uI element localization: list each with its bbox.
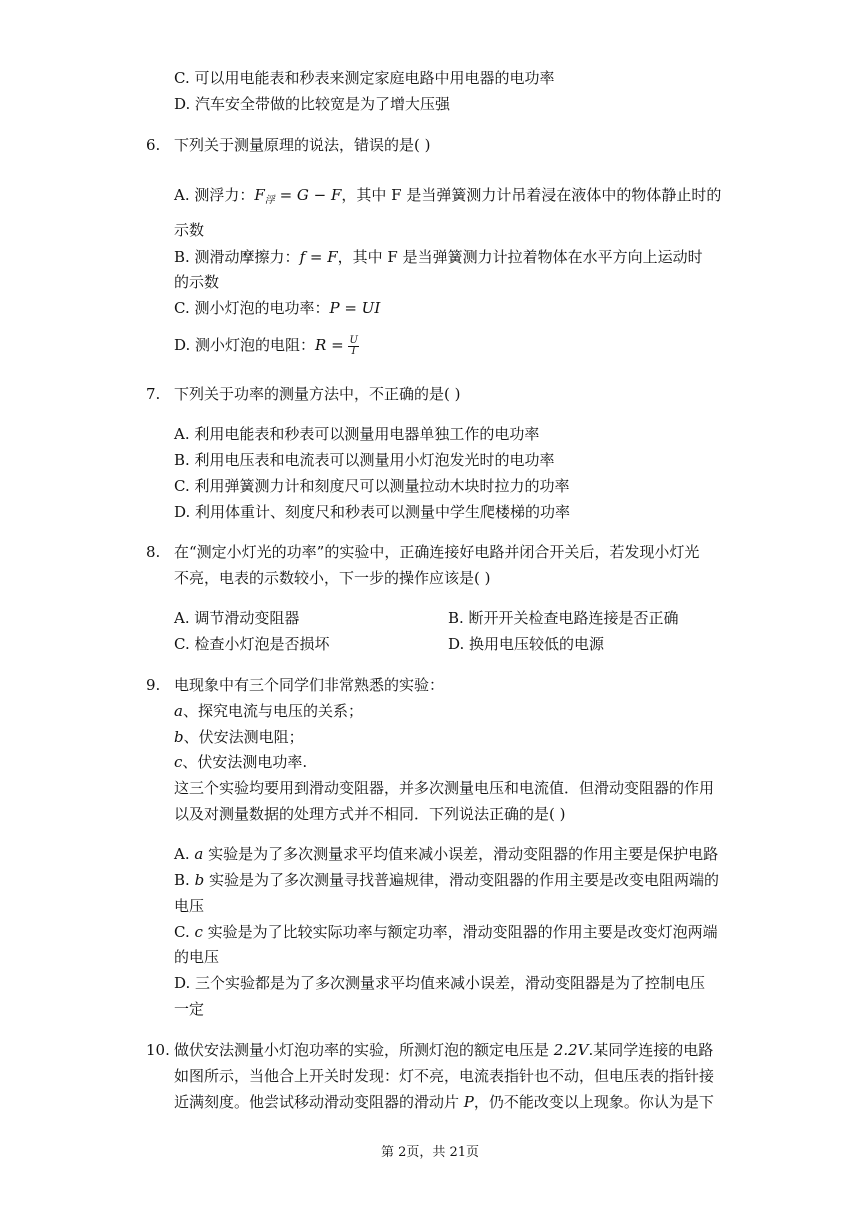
- q6-option-c: [174, 298, 380, 318]
- q8-number: 8.: [146, 543, 161, 561]
- q6-option-a-sub: 浮: [264, 195, 275, 206]
- q8-stem-line2: 不亮，电表的示数较小，下一步的操作应该是( ): [174, 569, 491, 587]
- q7-option-b: B. 利用电压表和电流表可以测量用小灯泡发光时的电功率: [174, 451, 555, 469]
- q5-option-c: C. 可以用电能表和秒表来测定家庭电路中用电器的电功率: [174, 69, 555, 87]
- q6-option-a: [174, 185, 721, 211]
- q9-option-a-text: 实验是为了多次测量求平均值来减小误差，滑动变阻器的作用主要是保护电路: [203, 845, 719, 863]
- q9-option-c-cont: 的电压: [174, 948, 220, 966]
- q9-stem-line2: 这三个实验均要用到滑动变阻器，并多次测量电压和电流值．但滑动变阻器的作用: [174, 779, 715, 797]
- q6-option-c-prefix: C. 测小灯泡的电功率：: [174, 299, 330, 317]
- q9-option-a-letter: a: [194, 845, 204, 863]
- q10-line1-a: 做伏安法测量小灯泡功率的实验，所测灯泡的额定电压是: [174, 1041, 554, 1059]
- q9-item-b-text: 、伏安法测电阻；: [183, 728, 304, 746]
- q9-option-b-cont: 电压: [174, 897, 205, 915]
- q6-option-d-eq: R =: [315, 336, 349, 354]
- q9-option-b-letter: b: [194, 871, 205, 889]
- q6-stem: 下列关于测量原理的说法，错误的是( ): [174, 136, 431, 154]
- q8-option-d: D. 换用电压较低的电源: [448, 635, 605, 653]
- q10-line1-b: .某同学连接的电路: [588, 1041, 714, 1059]
- q9-item-a-letter: a: [174, 702, 183, 720]
- q9-item-a: [174, 701, 363, 721]
- q9-option-d: D. 三个实验都是为了多次测量求平均值来减小误差，滑动变阻器是为了控制电压: [174, 974, 706, 992]
- q9-option-b-text: 实验是为了多次测量寻找普遍规律，滑动变阻器的作用主要是改变电阻两端的: [204, 871, 719, 889]
- q9-stem-line1: 电现象中有三个同学们非常熟悉的实验：: [174, 676, 445, 694]
- q9-option-c: [174, 922, 718, 942]
- q9-option-d-cont: 一定: [174, 1000, 205, 1018]
- q6-option-d-numerator: U: [349, 334, 358, 346]
- q9-option-c-prefix: C.: [174, 923, 195, 941]
- q9-item-c-text: 、伏安法测电功率.: [182, 753, 308, 771]
- q5-option-d: D. 汽车安全带做的比较宽是为了增大压强: [174, 95, 451, 113]
- q10-rated-voltage: 2.2V: [553, 1041, 589, 1059]
- q7-stem: 下列关于功率的测量方法中，不正确的是( ): [174, 385, 461, 403]
- q6-option-a-prefix: A. 测浮力：: [174, 186, 255, 204]
- q9-item-a-text: 、探究电流与电压的关系；: [182, 702, 363, 720]
- q9-number: 9.: [146, 676, 161, 694]
- q6-option-d-fraction: [348, 336, 358, 357]
- q7-number: 7.: [146, 385, 161, 403]
- q8-option-b: B. 断开开关检查电路连接是否正确: [448, 609, 679, 627]
- q9-item-b: [174, 727, 304, 747]
- q6-option-d: [174, 333, 359, 357]
- q10-line3-b: ，仍不能改变以上现象。你认为是下: [473, 1093, 714, 1111]
- q7-option-d: D. 利用体重计、刻度尺和秒表可以测量中学生爬楼梯的功率: [174, 503, 571, 521]
- q8-stem-line1: 在“测定小灯光的功率”的实验中，正确连接好电路并闭合开关后，若发现小灯光: [174, 543, 700, 561]
- q6-option-b-eq: f = F: [299, 248, 338, 266]
- q7-option-c: C. 利用弹簧测力计和刻度尺可以测量拉动木块时拉力的功率: [174, 477, 570, 495]
- q10-line3: [174, 1092, 714, 1112]
- q10-line3-a: 近满刻度。他尝试移动滑动变阻器的滑动片: [174, 1093, 464, 1111]
- q6-option-a-rest: ，其中 F 是当弹簧测力计吊着浸在液体中的物体静止时的: [341, 186, 722, 204]
- q10-slider-p: P: [463, 1093, 474, 1111]
- q8-option-c: C. 检查小灯泡是否损坏: [174, 635, 330, 653]
- page-footer: 第 2页，共 21页: [380, 1145, 480, 1160]
- q10-line1: [174, 1040, 713, 1060]
- q6-option-b: [174, 247, 703, 267]
- q6-option-c-eq: P = UI: [329, 299, 381, 317]
- q6-option-a-f: F: [254, 186, 265, 204]
- q10-line2: 如图所示，当他合上开关时发现：灯不亮，电流表指针也不动，但电压表的指针接: [174, 1067, 715, 1085]
- q9-option-a-prefix: A.: [174, 845, 195, 863]
- q9-option-b-prefix: B.: [174, 871, 195, 889]
- q7-option-a: A. 利用电能表和秒表可以测量用电器单独工作的电功率: [174, 425, 540, 443]
- q9-item-b-letter: b: [174, 728, 184, 746]
- q9-option-c-letter: c: [194, 923, 203, 941]
- q6-option-b-cont: 的示数: [174, 273, 220, 291]
- q9-option-a: [174, 844, 718, 864]
- q9-option-c-text: 实验是为了比较实际功率与额定功率，滑动变阻器的作用主要是改变灯泡两端: [202, 923, 718, 941]
- q6-option-b-rest: ，其中 F 是当弹簧测力计拉着物体在水平方向上运动时: [337, 248, 703, 266]
- q6-option-a-cont: 示数: [174, 221, 205, 239]
- q9-item-c-letter: c: [174, 753, 183, 771]
- q9-item-c: [174, 752, 307, 772]
- q10-number: 10.: [146, 1041, 170, 1059]
- q6-option-a-eq: = G − F: [274, 186, 342, 204]
- q6-option-d-prefix: D. 测小灯泡的电阻：: [174, 336, 316, 354]
- q6-option-b-prefix: B. 测滑动摩擦力：: [174, 248, 300, 266]
- q6-number: 6.: [146, 136, 161, 154]
- q6-option-d-denominator: I: [351, 345, 356, 357]
- q8-option-a: A. 调节滑动变阻器: [174, 609, 300, 627]
- q9-stem-line3: 以及对测量数据的处理方式并不相同．下列说法正确的是( ): [174, 805, 566, 823]
- q9-option-b: [174, 870, 719, 890]
